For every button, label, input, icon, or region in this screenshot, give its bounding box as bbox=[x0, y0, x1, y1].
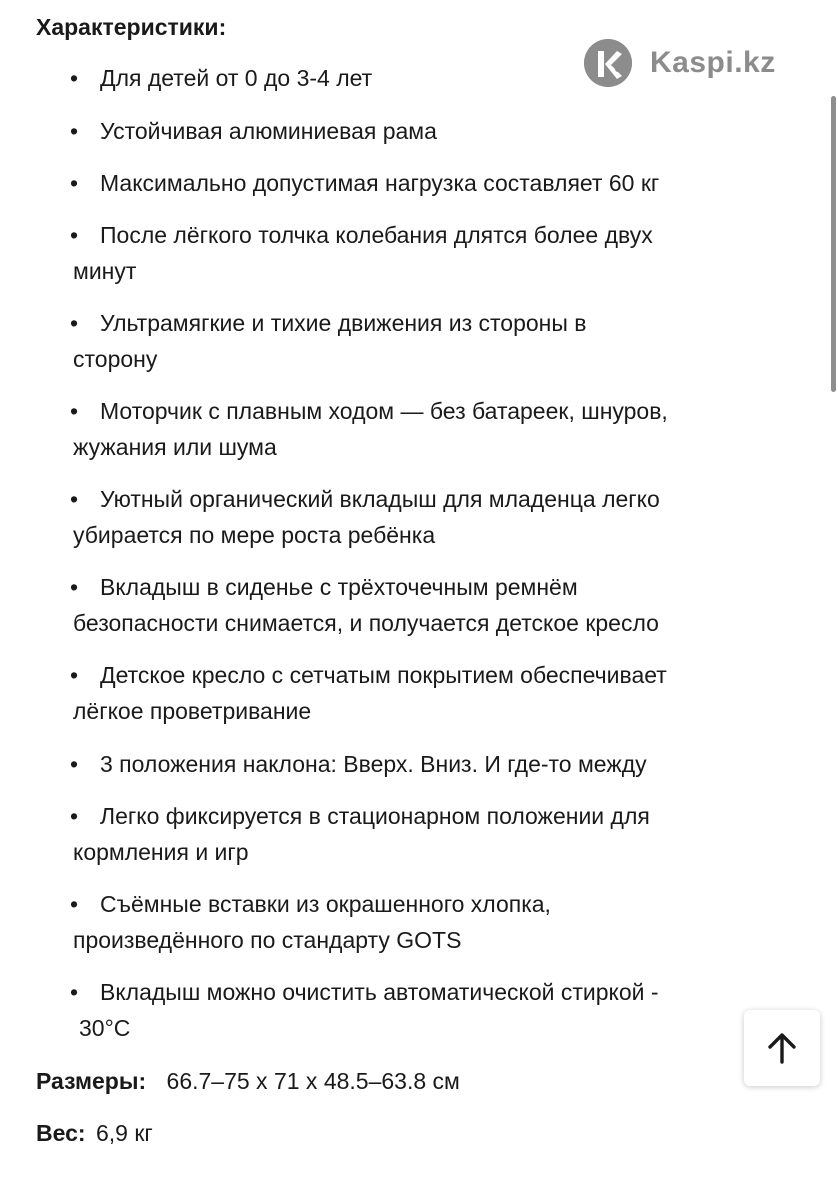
feature-item bbox=[70, 393, 773, 465]
weight-label: Вес: bbox=[36, 1120, 86, 1146]
feature-text: Уютный органический вкладыш для младенца легко bbox=[100, 486, 660, 512]
feature-item bbox=[70, 481, 773, 553]
arrow-up-icon bbox=[765, 1031, 799, 1065]
bullet-icon: • bbox=[70, 65, 79, 91]
bullet-icon: • bbox=[70, 486, 79, 512]
bullet-icon: • bbox=[70, 574, 79, 600]
feature-text-continued: произведённого по стандарту GOTS bbox=[73, 927, 462, 953]
feature-text: 3 положения наклона: Вверх. Вниз. И где-то между bbox=[100, 751, 647, 777]
feature-text: После лёгкого толчка колебания длятся более двух bbox=[100, 222, 653, 248]
weight-value: 6,9 кг bbox=[95, 1120, 153, 1146]
feature-text: Легко фиксируется в стационарном положении для bbox=[100, 803, 650, 829]
feature-item bbox=[70, 217, 773, 289]
feature-text: Максимально допустимая нагрузка составляет 60 кг bbox=[100, 170, 660, 196]
feature-item bbox=[70, 746, 773, 782]
feature-item bbox=[70, 569, 773, 641]
size-value: 66.7–75 х 71 х 48.5–63.8 см bbox=[166, 1068, 460, 1094]
feature-item bbox=[70, 886, 773, 958]
bullet-icon: • bbox=[70, 398, 79, 424]
feature-text: Для детей от 0 до 3-4 лет bbox=[100, 65, 373, 91]
feature-item bbox=[70, 113, 773, 149]
bullet-icon: • bbox=[70, 310, 79, 336]
feature-text-continued: жужания или шума bbox=[73, 434, 277, 460]
feature-text-continued: убирается по мере роста ребёнка bbox=[73, 522, 436, 548]
characteristics-heading: Характеристики: bbox=[36, 14, 227, 40]
feature-text-continued: 30°C bbox=[79, 1015, 131, 1041]
bullet-icon: • bbox=[70, 170, 79, 196]
feature-text-continued: лёгкое проветривание bbox=[73, 698, 312, 724]
feature-text: Вкладыш можно очистить автоматической стиркой - bbox=[100, 979, 659, 1005]
bullet-icon: • bbox=[70, 118, 79, 144]
scroll-to-top-button[interactable] bbox=[744, 1010, 820, 1086]
kaspi-logo-text: Kaspi.kz bbox=[650, 46, 776, 79]
bullet-icon: • bbox=[70, 662, 79, 688]
feature-text-continued: минут bbox=[73, 258, 137, 284]
size-label: Размеры: bbox=[36, 1068, 147, 1094]
feature-item bbox=[70, 798, 773, 870]
feature-text-continued: безопасности снимается, и получается детское кресло bbox=[73, 610, 659, 636]
feature-text: Моторчик с плавным ходом — без батареек, шнуров, bbox=[100, 398, 668, 424]
bullet-icon: • bbox=[70, 803, 79, 829]
bullet-icon: • bbox=[70, 979, 79, 1005]
feature-item bbox=[70, 305, 773, 377]
bullet-icon: • bbox=[70, 751, 79, 777]
feature-text: Ультрамягкие и тихие движения из стороны в bbox=[100, 310, 587, 336]
feature-text: Вкладыш в сиденье с трёхточечным ремнём bbox=[100, 574, 578, 600]
weight-row bbox=[36, 1118, 153, 1148]
bullet-icon: • bbox=[70, 891, 79, 917]
feature-text: Устойчивая алюминиевая рама bbox=[100, 118, 437, 144]
scrollbar[interactable] bbox=[831, 96, 836, 392]
size-row bbox=[36, 1066, 460, 1096]
feature-text: Детское кресло с сетчатым покрытием обеспечивает bbox=[100, 662, 667, 688]
feature-item bbox=[70, 60, 773, 96]
feature-item bbox=[70, 165, 773, 201]
bullet-icon: • bbox=[70, 222, 79, 248]
feature-text-continued: кормления и игр bbox=[73, 839, 249, 865]
feature-item bbox=[70, 974, 773, 1046]
feature-text-continued: сторону bbox=[73, 346, 158, 372]
feature-item bbox=[70, 657, 773, 729]
feature-text: Съёмные вставки из окрашенного хлопка, bbox=[100, 891, 551, 917]
